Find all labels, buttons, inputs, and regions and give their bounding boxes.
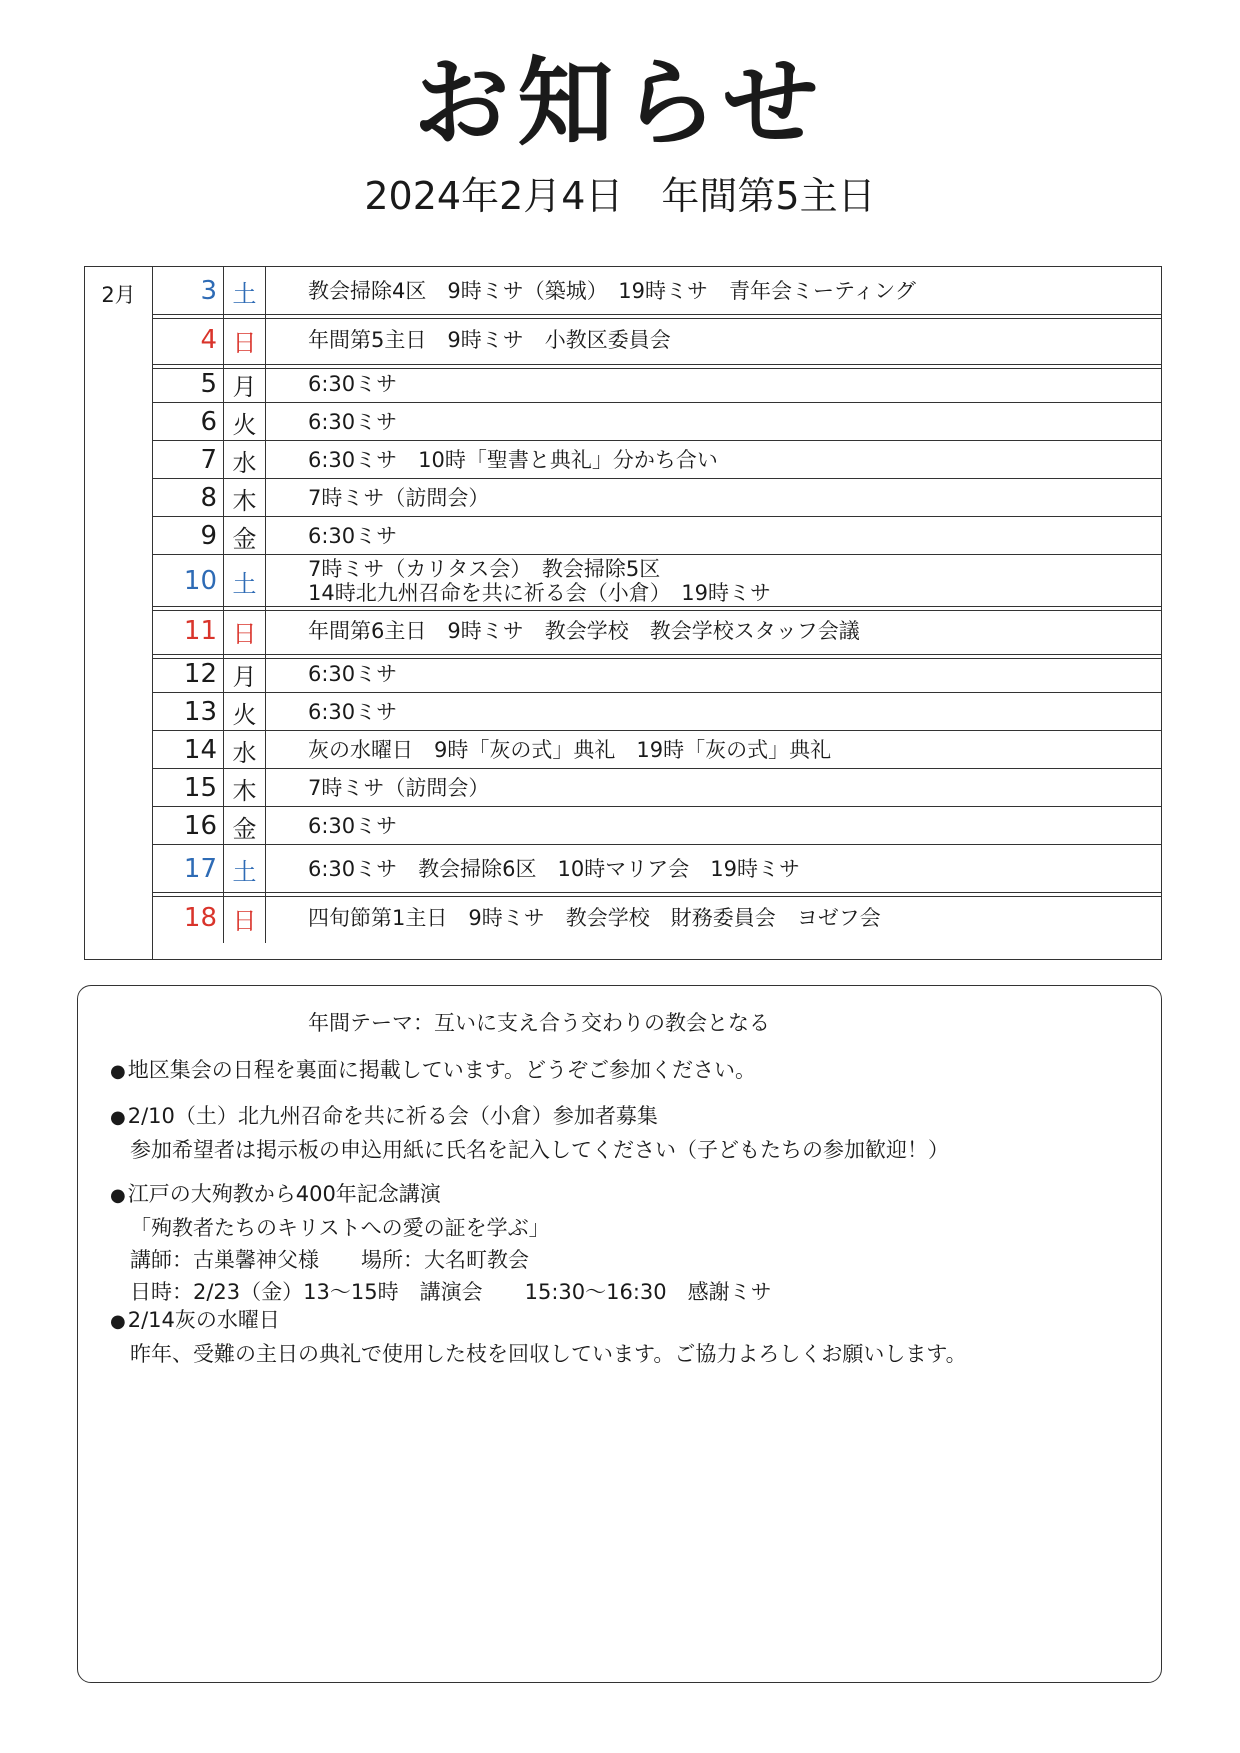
events (308, 441, 1154, 479)
day-number: 14 (183, 735, 217, 765)
day-number: 10 (183, 566, 217, 596)
day-number: 5 (200, 369, 217, 399)
annual-theme: 年間テーマ：互いに支え合う交わりの教会となる (308, 1011, 770, 1035)
page-title: お知らせ (413, 47, 827, 159)
day-number: 16 (183, 811, 217, 841)
day-number: 7 (200, 445, 217, 475)
events (308, 267, 1154, 315)
schedule-row (152, 845, 1162, 893)
schedule-row (152, 267, 1162, 315)
event-line: 7時ミサ（訪問会） (308, 776, 490, 800)
events (308, 655, 1154, 693)
schedule-row (152, 731, 1162, 769)
events (308, 517, 1154, 555)
notice-item (110, 1054, 756, 1088)
events (308, 693, 1154, 731)
notice-text: 講師：古巣馨神父様 場所：大名町教会 (130, 1248, 529, 1272)
events (308, 403, 1154, 441)
weekday: 金 (223, 807, 266, 845)
weekday: 火 (223, 403, 266, 441)
events (308, 769, 1154, 807)
schedule-row (152, 807, 1162, 845)
day-number: 12 (183, 659, 217, 689)
notice-heading: 2/14灰の水曜日 (127, 1308, 280, 1332)
schedule-table (84, 266, 1162, 960)
schedule-row (152, 403, 1162, 441)
events (308, 365, 1154, 403)
bullet-icon: ● (110, 1311, 126, 1332)
event-line: 灰の水曜日 9時「灰の式」典礼 19時「灰の式」典礼 (308, 738, 832, 762)
weekday: 月 (223, 655, 266, 693)
schedule-row (152, 441, 1162, 479)
schedule-row (152, 893, 1162, 943)
bullet-icon: ● (110, 1061, 126, 1082)
schedule-row (152, 479, 1162, 517)
notices-box (77, 985, 1162, 1683)
notice-heading: 地区集会の日程を裏面に掲載しています。どうぞご参加ください。 (127, 1058, 757, 1082)
notice-text: 昨年、受難の主日の典礼で使用した枝を回収しています。ご協力よろしくお願いします。 (130, 1342, 967, 1366)
page-subtitle: 2024年2月4日 年間第5主日 (364, 174, 876, 218)
event-line: 6:30ミサ (308, 524, 398, 548)
day-number: 17 (183, 854, 217, 884)
month-label: 2月 (101, 283, 136, 307)
schedule-row (152, 555, 1162, 607)
bullet-icon: ● (110, 1185, 126, 1206)
event-line: 6:30ミサ (308, 410, 398, 434)
day-number: 6 (200, 407, 217, 437)
notice-heading: 2/10（土）北九州召命を共に祈る会（小倉）参加者募集 (127, 1104, 658, 1128)
day-number: 18 (183, 903, 217, 933)
weekday: 土 (223, 845, 266, 893)
event-line: 6:30ミサ (308, 814, 398, 838)
weekday: 火 (223, 693, 266, 731)
weekday: 金 (223, 517, 266, 555)
event-line: 教会掃除4区 9時ミサ（築城） 19時ミサ 青年会ミーティング (308, 279, 916, 303)
events (308, 807, 1154, 845)
day-number: 13 (183, 697, 217, 727)
schedule-row (152, 693, 1162, 731)
event-line: 年間第6主日 9時ミサ 教会学校 教会学校スタッフ会議 (308, 619, 860, 643)
schedule-row (152, 315, 1162, 365)
event-line: 6:30ミサ 教会掃除6区 10時マリア会 19時ミサ (308, 857, 800, 881)
event-line: 6:30ミサ (308, 662, 398, 686)
events (308, 845, 1154, 893)
weekday: 水 (223, 731, 266, 769)
day-number: 4 (200, 325, 217, 355)
event-line: 6:30ミサ (308, 372, 398, 396)
schedule-row (152, 365, 1162, 403)
notice-heading: 江戸の大殉教から400年記念講演 (127, 1182, 441, 1206)
events (308, 479, 1154, 517)
day-number: 3 (200, 276, 217, 306)
event-line: 14時北九州召命を共に祈る会（小倉） 19時ミサ (308, 581, 771, 605)
schedule-row (152, 769, 1162, 807)
schedule-row (152, 517, 1162, 555)
events (308, 315, 1154, 365)
event-line: 7時ミサ（カリタス会） 教会掃除5区 (308, 557, 661, 581)
events (308, 607, 1154, 655)
weekday: 土 (223, 267, 266, 315)
notice-text: 参加希望者は掲示板の申込用紙に氏名を記入してください（子どもたちの参加歓迎！） (130, 1138, 949, 1162)
weekday: 日 (223, 315, 266, 365)
notice-text: 日時：2/23（金）13～15時 講演会 15:30～16:30 感謝ミサ (130, 1280, 772, 1304)
day-number: 8 (200, 483, 217, 513)
day-number: 15 (183, 773, 217, 803)
weekday: 木 (223, 479, 266, 517)
schedule-row (152, 607, 1162, 655)
event-line: 6:30ミサ 10時「聖書と典礼」分かち合い (308, 448, 718, 472)
day-number: 11 (183, 616, 217, 646)
weekday: 日 (223, 893, 266, 943)
weekday: 月 (223, 365, 266, 403)
events (308, 893, 1154, 943)
weekday: 日 (223, 607, 266, 655)
events (308, 555, 1154, 607)
day-number: 9 (200, 521, 217, 551)
event-line: 7時ミサ（訪問会） (308, 486, 490, 510)
weekday: 土 (223, 555, 266, 607)
notice-item (110, 1304, 967, 1370)
bullet-icon: ● (110, 1107, 126, 1128)
notice-item (110, 1178, 772, 1308)
weekday: 木 (223, 769, 266, 807)
notice-item (110, 1100, 949, 1166)
notice-text: 「殉教者たちのキリストへの愛の証を学ぶ」 (130, 1216, 550, 1240)
weekday: 水 (223, 441, 266, 479)
events (308, 731, 1154, 769)
event-line: 6:30ミサ (308, 700, 398, 724)
event-line: 年間第5主日 9時ミサ 小教区委員会 (308, 328, 671, 352)
schedule-row (152, 655, 1162, 693)
event-line: 四旬節第1主日 9時ミサ 教会学校 財務委員会 ヨゼフ会 (308, 906, 881, 930)
